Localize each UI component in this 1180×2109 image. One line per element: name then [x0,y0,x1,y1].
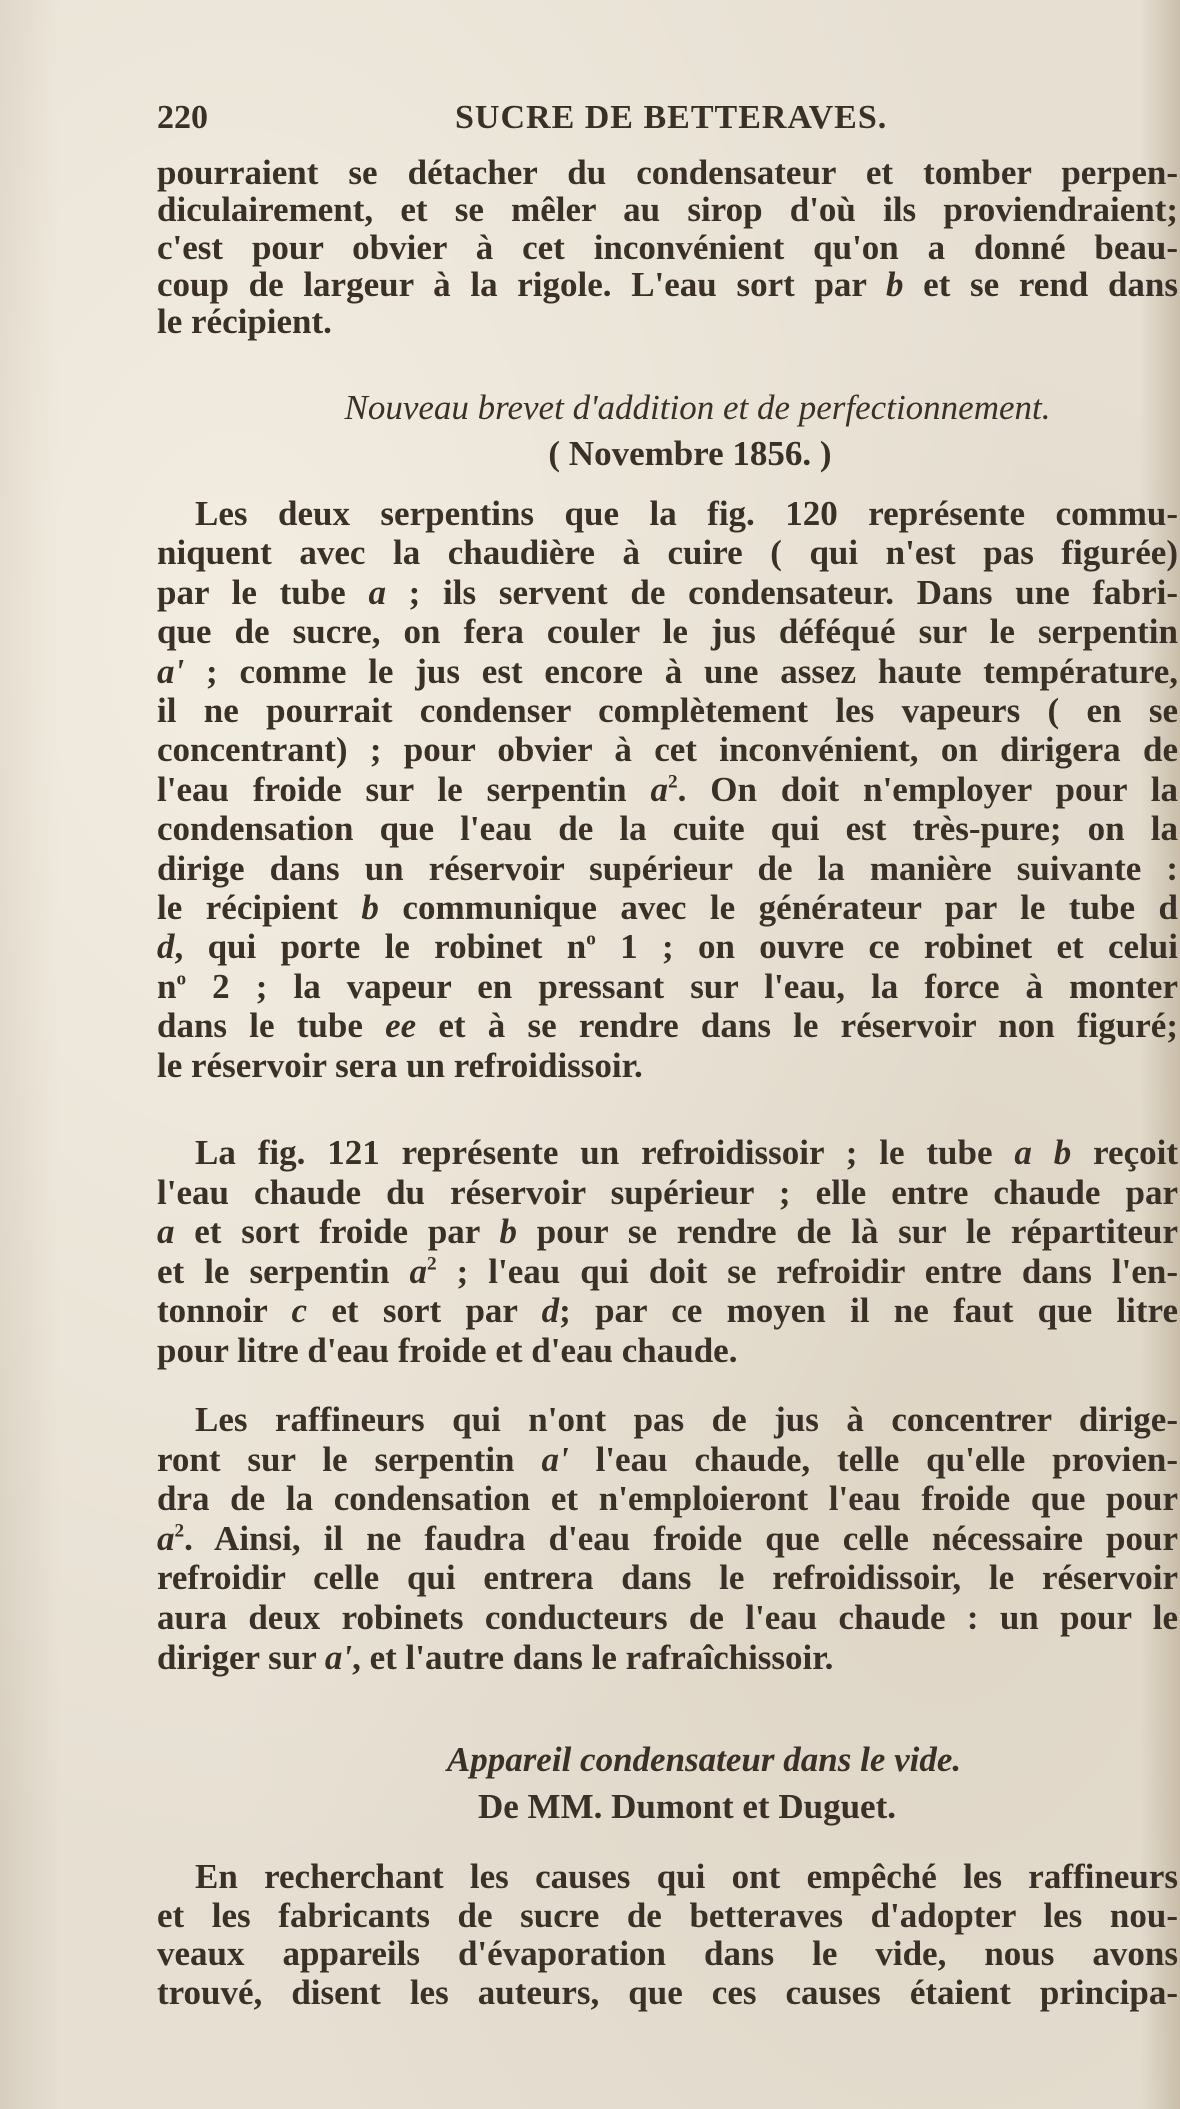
text-line [157,1006,1178,1046]
text-run: 1 ; on ouvre ce robinet et celui [595,927,1178,966]
figure-letter: a' [157,652,185,691]
text-run: veaux appareils d'évaporation dans le vide, nous avons [157,1934,1178,1973]
text-run: ; comme le jus est encore à une assez haute température, [184,652,1178,691]
text-line [157,888,1178,928]
text-line [157,190,1178,230]
text-line [157,849,1178,889]
figure-letter: a b [1014,1133,1072,1172]
figure-letter: d [541,1291,560,1330]
text-run: communique avec le générateur par le tube d [378,888,1178,927]
text-line [157,967,1178,1007]
text-line [157,302,332,342]
section-date: ( Novembre 1856. ) [548,434,832,473]
text-line [157,1291,1178,1331]
text-run: reçoit [1071,1133,1179,1172]
text-line [157,1440,1178,1480]
text-line [157,1558,1178,1598]
figure-letter: d [157,927,175,966]
text-run: En recherchant les causes qui ont empêché les raffineurs [195,1857,1178,1896]
text-run: . On doit n'employer pour la [677,770,1178,809]
text-run: le réservoir sera un refroidissoir. [157,1046,643,1085]
text-line [157,1973,1178,2013]
text-line [157,652,1178,692]
text-run: concentrant) ; pour obvier à cet inconvénient, on dirigera de [157,730,1178,769]
text-run: ; par ce moyen il ne faut que litre [559,1291,1178,1330]
text-line [157,1331,737,1371]
text-run: diriger sur [157,1638,325,1677]
text-line [195,1400,1178,1440]
text-run: trouvé, disent les auteurs, que ces causes étaient principa- [157,1973,1178,2012]
text-line [157,809,1178,849]
superscript: o [176,968,187,990]
text-run: l'eau chaude du réservoir supérieur ; elle entre chaude par [157,1173,1178,1212]
text-run: pour se rendre de là sur le répartiteur [516,1212,1179,1251]
text-run: La fig. 121 représente un refroidissoir ; le tube [195,1133,1015,1172]
text-line [157,927,1178,967]
text-run: Les raffineurs qui n'ont pas de jus à concentrer dirige- [195,1400,1178,1439]
text-line [157,228,1178,268]
text-line [157,612,1178,652]
text-run: aura deux robinets conducteurs de l'eau chaude : un pour le [157,1598,1178,1637]
text-run: et les fabricants de sucre de betteraves d'adopter les nou- [157,1896,1178,1935]
text-line [195,494,1178,534]
text-run: refroidir celle qui entrera dans le refroidissoir, le réservoir [157,1558,1178,1597]
text-line [157,1896,1178,1936]
text-run: et sort par [307,1291,542,1330]
text-run: n [157,967,177,1006]
figure-letter: a [368,573,386,612]
text-run: dra de la condensation et n'emploieront l'eau froide que pour [157,1479,1178,1518]
text-run: pour litre d'eau froide et d'eau chaude. [157,1331,738,1370]
text-line [157,770,1178,810]
text-run: l'eau froide sur le serpentin [157,770,651,809]
text-run: diculairement, et se mêler au sirop d'où ils proviendraient; [157,190,1178,229]
text-line [157,730,1178,770]
figure-letter: a [157,1519,175,1558]
text-run: et le serpentin [157,1252,410,1291]
figure-letter: b [886,265,904,304]
text-line [157,1638,833,1678]
text-run: ; l'eau qui doit se refroidir entre dans l'en- [436,1252,1178,1291]
text-run: l'eau chaude, telle qu'elle provien- [568,1440,1178,1479]
text-run: condensation que l'eau de la cuite qui est très-pure; on la [157,809,1178,848]
text-run: ront sur le serpentin [157,1440,542,1479]
text-line [157,691,1178,731]
text-line [157,1479,1178,1519]
text-run: pourraient se détacher du condensateur et tomber perpen- [157,153,1178,192]
text-line [157,573,1178,613]
figure-letter: c [291,1291,308,1330]
text-run: 2 ; la vapeur en pressant sur l'eau, la force à monter [186,967,1178,1006]
text-line [157,153,1178,193]
text-run: ; ils servent de condensateur. Dans une fabri- [385,573,1178,612]
section-authors: De MM. Dumont et Duguet. [478,1787,896,1826]
text-run: le récipient [157,888,362,927]
text-line [157,265,1178,305]
text-line [157,1519,1178,1559]
text-run: et à se rendre dans le réservoir non figuré; [416,1006,1178,1045]
text-run: et sort froide par [174,1212,500,1251]
text-run: dirige dans un réservoir supérieur de la manière suivante : [157,849,1178,888]
text-run: , qui porte le robinet n [174,927,587,966]
text-run: , et l'autre dans le rafraîchissoir. [352,1638,834,1677]
text-line [157,1046,643,1086]
figure-letter: b [361,888,379,927]
superscript: 2 [426,1253,437,1275]
section-heading: Appareil condensateur dans le vide. [446,1740,962,1779]
figure-letter: a [157,1212,175,1251]
text-line [195,1857,1178,1897]
text-run: Les deux serpentins que la fig. 120 représente commu- [195,494,1178,533]
figure-letter: b [499,1212,517,1251]
text-run: niquent avec la chaudière à cuire ( qui n'est pas figurée) [157,533,1178,572]
text-run: et se rend dans [903,265,1178,304]
figure-letter: a' [324,1638,353,1677]
text-line [157,1212,1178,1252]
text-run: coup de largeur à la rigole. L'eau sort par [157,265,886,304]
text-run: c'est pour obvier à cet inconvénient qu'on a donné beau- [157,228,1178,267]
figure-letter: a [650,770,668,809]
text-line [157,533,1178,573]
text-run: tonnoir [157,1291,292,1330]
figure-letter: ee [385,1006,417,1045]
figure-letter: a' [541,1440,569,1479]
page-number: 220 [157,99,208,136]
text-run: dans le tube [157,1006,386,1045]
text-run: le récipient. [157,302,332,341]
text-line [195,1133,1178,1173]
text-line [157,1252,1178,1292]
text-run: par le tube [157,573,369,612]
superscript: o [586,928,596,950]
superscript: 2 [668,771,678,793]
text-line [157,1598,1178,1638]
text-line [157,1173,1178,1213]
figure-letter: a [409,1252,427,1291]
running-title: SUCRE DE BETTERAVES. [455,99,888,136]
text-run: que de sucre, on fera couler le jus déféqué sur le serpentin [157,612,1178,651]
text-run: . Ainsi, il ne faudra d'eau froide que celle nécessaire pour [184,1519,1178,1558]
section-heading: Nouveau brevet d'addition et de perfectionnement. [344,388,1051,427]
text-line [157,1934,1178,1974]
superscript: 2 [174,1520,185,1542]
text-run: il ne pourrait condenser complètement les vapeurs ( en se [157,691,1178,730]
